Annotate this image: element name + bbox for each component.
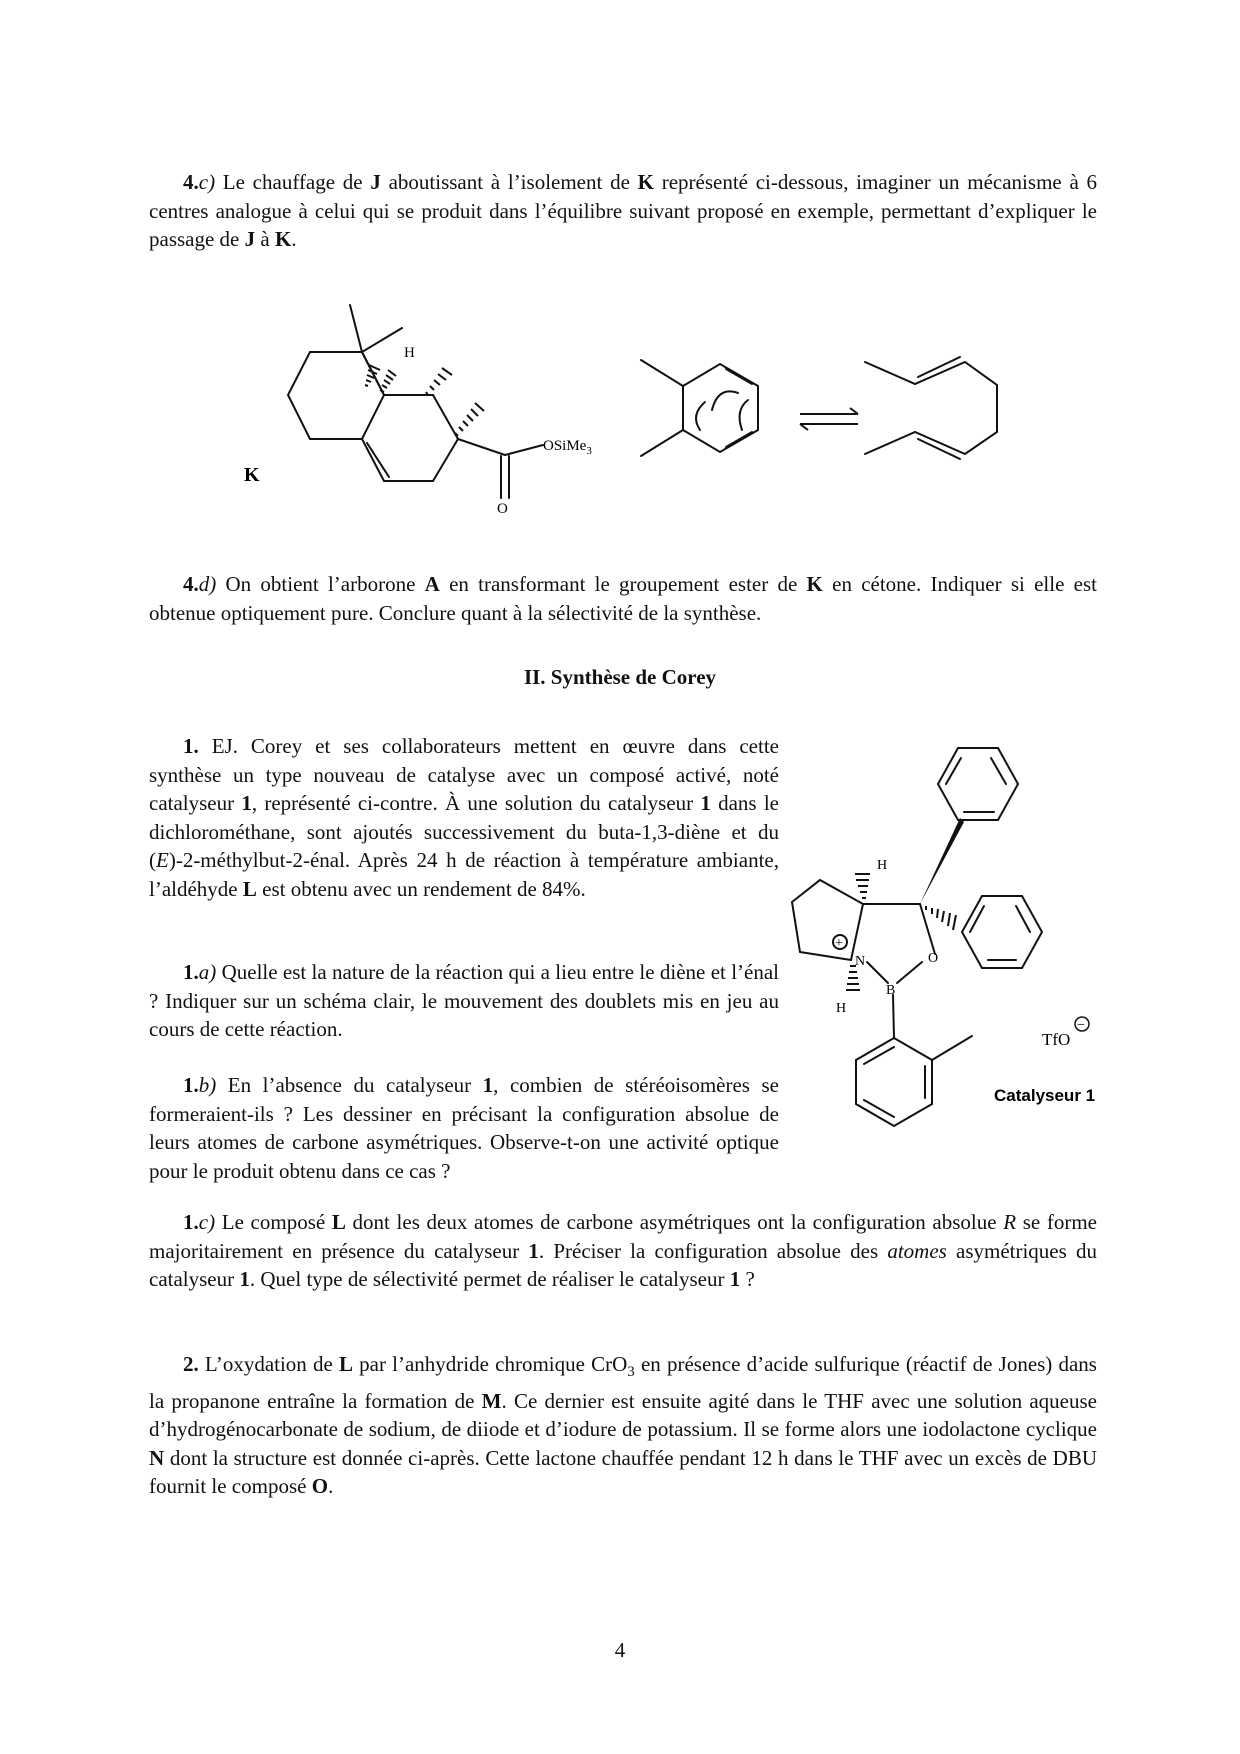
n-label: N bbox=[855, 954, 866, 969]
compound-k: K bbox=[637, 170, 654, 194]
q-text: ? bbox=[740, 1267, 755, 1291]
page-number: 4 bbox=[614, 1638, 626, 1662]
catalyst-caption: Catalyseur 1 bbox=[994, 1086, 1096, 1105]
q-text: dont la structure est donnée ci-après. Cette lactone chauffée pendant 12 h dans le THF avec un excès de DBU fournit le composé bbox=[149, 1445, 1097, 1499]
q-text: en transformant le groupement ester de bbox=[439, 572, 807, 596]
q-text: . Préciser la configuration absolue des bbox=[538, 1238, 888, 1263]
compound-k: K bbox=[806, 572, 823, 596]
h-bottom-label: H bbox=[836, 1001, 847, 1016]
q-sub: c) bbox=[198, 170, 216, 194]
b-aryl-bond bbox=[893, 995, 894, 1038]
q-text: . Ce dernier est ensuite agité dans le THF avec une solution aqueuse d’hydrogénocarbonate de sodium, de diiode et d’iodure de potassium. Il se forme alors une iodolactone cyclique bbox=[149, 1388, 1097, 1442]
q-number: 4. bbox=[183, 170, 199, 194]
counterion-label: TfO bbox=[1042, 1030, 1071, 1049]
question-2 bbox=[149, 1350, 1097, 1501]
q-sub: a) bbox=[198, 960, 217, 984]
q-number: 1. bbox=[183, 734, 199, 758]
section-title: II. Synthèse de Corey bbox=[523, 665, 717, 689]
q-text: . Quel type de sélectivité permet de réaliser le catalyseur bbox=[249, 1267, 730, 1291]
h-label: H bbox=[404, 345, 415, 361]
stereo-descriptor: R bbox=[1003, 1210, 1017, 1234]
q-text: En l’absence du catalyseur bbox=[216, 1073, 483, 1097]
question-1c bbox=[149, 1208, 1097, 1294]
q-text: EJ. Corey et ses collaborateurs mettent en œuvre dans cette synthèse un type nouveau de catalyse avec un composé activé, noté catalyseur bbox=[149, 734, 779, 815]
q-text: On obtient l’arborone bbox=[216, 572, 425, 596]
q-text: L’oxydation de bbox=[198, 1352, 339, 1376]
stereo-descriptor: E bbox=[156, 848, 169, 872]
catalyst-ref: 1 bbox=[700, 791, 711, 815]
compound-j: J bbox=[370, 170, 381, 194]
compound-o: O bbox=[311, 1474, 329, 1499]
catalyst-ref: 1 bbox=[482, 1073, 494, 1097]
q-text: est obtenu avec un rendement de 84%. bbox=[256, 876, 586, 901]
q-text: dont les deux atomes de carbone asymétriques ont la configuration absolue bbox=[345, 1210, 1004, 1234]
h-top-label: H bbox=[877, 858, 888, 873]
plus-label: + bbox=[835, 936, 843, 951]
compound-k: K bbox=[274, 227, 292, 251]
compound-l: L bbox=[338, 1352, 353, 1376]
q-text: Quelle est la nature de la réaction qui a lieu entre le diène et l’énal ? Indiquer sur un schéma clair, le mouvement des doublets mis en jeu au cours de cette réaction. bbox=[149, 960, 779, 1041]
compound-l: L bbox=[242, 876, 257, 901]
q-text: Le composé bbox=[215, 1210, 332, 1234]
wedge-bond bbox=[920, 818, 964, 904]
k-label: K bbox=[244, 464, 260, 486]
ring-fusion-bond bbox=[851, 904, 863, 960]
compound-m: M bbox=[481, 1388, 502, 1413]
catalyst-ref: 1 bbox=[528, 1238, 539, 1263]
q-text: représenté ci-dessous, imaginer un mécanisme à 6 centres analogue à celui qui se produit dans l’équilibre suivant proposé en exemple, permettant d’expliquer le passage de bbox=[149, 170, 1097, 251]
o-label: O bbox=[928, 951, 939, 966]
ester-label: OSiMe$_3$ bbox=[543, 438, 592, 457]
q-text: , représenté ci-contre. À une solution du catalyseur bbox=[251, 791, 701, 815]
emphasis: atomes bbox=[887, 1238, 947, 1263]
q-number: 1. bbox=[183, 1210, 199, 1234]
q-text: )-2-méthylbut-2-énal. Après 24 h de réaction à température ambiante, l’aldéhyde bbox=[149, 848, 779, 901]
compound-l: L bbox=[331, 1210, 346, 1234]
compound-j: J bbox=[244, 227, 256, 251]
q-sub: b) bbox=[198, 1073, 217, 1097]
b-o-bond bbox=[897, 962, 922, 983]
q-text: dans le dichlorométhane, sont ajoutés successivement du buta-1,3-diène et du ( bbox=[149, 791, 779, 872]
subscript: 3 bbox=[627, 1364, 635, 1381]
q-number: 2. bbox=[183, 1352, 199, 1376]
catalyst-ref: 1 bbox=[239, 1267, 250, 1291]
q-number: 1. bbox=[183, 960, 199, 984]
catalyst-hashed-bonds bbox=[846, 874, 956, 990]
q-text: , combien de stéréoisomères se formeraient-ils ? Les dessiner en précisant la configuration absolue de leurs atomes de carbone asymétriques. Observe-t-on une activité optique pour le produit obtenu dans ce cas ? bbox=[149, 1073, 779, 1183]
q-number: 1. bbox=[183, 1073, 199, 1097]
b-label: B bbox=[886, 983, 896, 998]
tolyl-methyl bbox=[932, 1036, 972, 1060]
q-sub: c) bbox=[198, 1210, 216, 1234]
q-text: se forme majoritairement en présence du catalyseur bbox=[149, 1210, 1097, 1263]
q-text: en présence d’acide sulfurique (réactif de Jones) dans la propanone entraîne la formation de bbox=[149, 1352, 1097, 1413]
q-sub: d) bbox=[198, 572, 217, 596]
oxazaborolidine-ring bbox=[863, 904, 935, 954]
q-number: 4. bbox=[183, 572, 199, 596]
carbonyl-o-label: O bbox=[497, 501, 508, 517]
minus-label: − bbox=[1077, 1018, 1085, 1033]
q-text: Le chauffage de bbox=[215, 170, 371, 194]
compound-a: A bbox=[424, 572, 440, 596]
catalyst-ref: 1 bbox=[241, 791, 252, 815]
q-text: par l’anhydride chromique CrO bbox=[353, 1352, 628, 1376]
q-text: aboutissant à l’isolement de bbox=[380, 170, 638, 194]
q-text: en cétone. Indiquer si elle est obtenue optiquement pure. Conclure quant à la sélectivité de la synthèse. bbox=[149, 572, 1097, 625]
q-text: à bbox=[255, 227, 275, 251]
pyrrolidine-ring bbox=[792, 880, 863, 960]
n-b-bond bbox=[867, 962, 888, 983]
tolyl-ring bbox=[856, 1038, 932, 1126]
q-text: . bbox=[291, 227, 297, 251]
q-text: . bbox=[328, 1474, 334, 1499]
q-text: asymétriques du catalyseur bbox=[149, 1238, 1097, 1291]
catalyst-ref: 1 bbox=[729, 1267, 741, 1291]
compound-n: N bbox=[149, 1445, 165, 1470]
